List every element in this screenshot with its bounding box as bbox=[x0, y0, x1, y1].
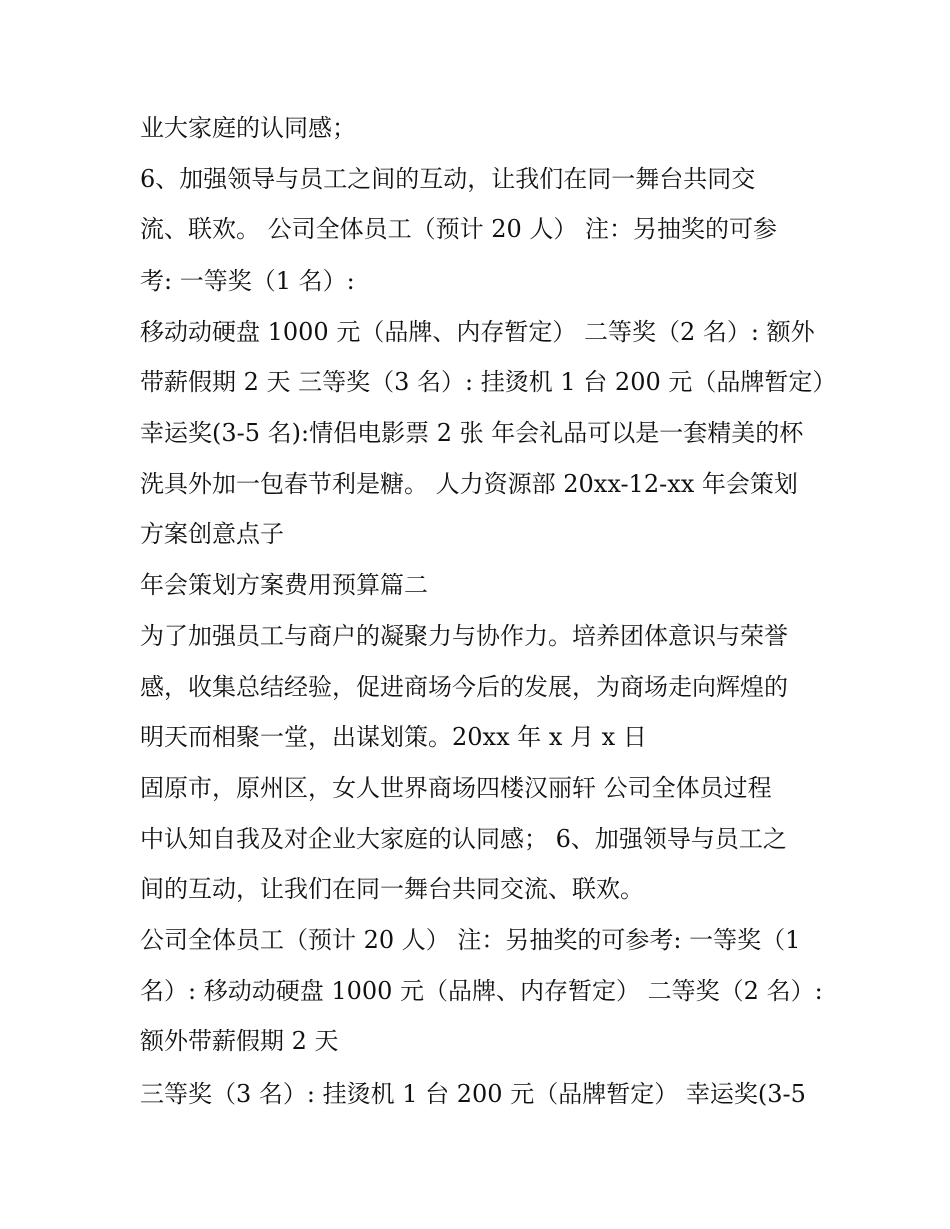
text-line: 带薪假期 2 天 三等奖（3 名）: 挂烫机 1 台 200 元（品牌暂定） bbox=[140, 368, 837, 396]
text-line: 感，收集总结经验，促进商场今后的发展，为商场走向辉煌的 bbox=[140, 673, 788, 701]
text-line: 明天而相聚一堂，出谋划策。20xx 年 x 月 x 日 bbox=[140, 723, 647, 751]
text-line: 名）: 移动动硬盘 1000 元（品牌、内存暂定） 二等奖（2 名）: bbox=[140, 977, 823, 1005]
text-line: 三等奖（3 名）: 挂烫机 1 台 200 元（品牌暂定） 幸运奖(3-5 bbox=[140, 1080, 806, 1108]
text-line: 方案创意点子 bbox=[140, 520, 284, 548]
text-line: 考: 一等奖（1 名）: bbox=[140, 267, 355, 295]
text-line: 间的互动，让我们在同一舞台共同交流、联欢。 bbox=[140, 875, 644, 903]
text-line: 幸运奖(3-5 名):情侣电影票 2 张 年会礼品可以是一套精美的杯 bbox=[140, 419, 804, 447]
text-line: 6、加强领导与员工之间的互动，让我们在同一舞台共同交 bbox=[140, 165, 756, 193]
text-line: 固原市，原州区，女人世界商场四楼汉丽轩 公司全体员过程 bbox=[140, 774, 772, 802]
text-line: 移动动硬盘 1000 元（品牌、内存暂定） 二等奖（2 名）: 额外 bbox=[140, 318, 815, 346]
text-line: 为了加强员工与商户的凝聚力与协作力。培养团体意识与荣誉 bbox=[140, 622, 788, 650]
section-heading: 年会策划方案费用预算篇二 bbox=[140, 571, 428, 599]
text-line: 业大家庭的认同感； bbox=[140, 114, 356, 142]
text-line: 流、联欢。 公司全体员工（预计 20 人） 注：另抽奖的可参 bbox=[140, 215, 778, 243]
text-line: 额外带薪假期 2 天 bbox=[140, 1027, 339, 1055]
text-line: 公司全体员工（预计 20 人） 注：另抽奖的可参考: 一等奖（1 bbox=[140, 926, 801, 954]
text-line: 中认知自我及对企业大家庭的认同感； 6、加强领导与员工之 bbox=[140, 825, 787, 853]
text-line: 洗具外加一包春节利是糖。 人力资源部 20xx-12-xx 年会策划 bbox=[140, 470, 798, 498]
